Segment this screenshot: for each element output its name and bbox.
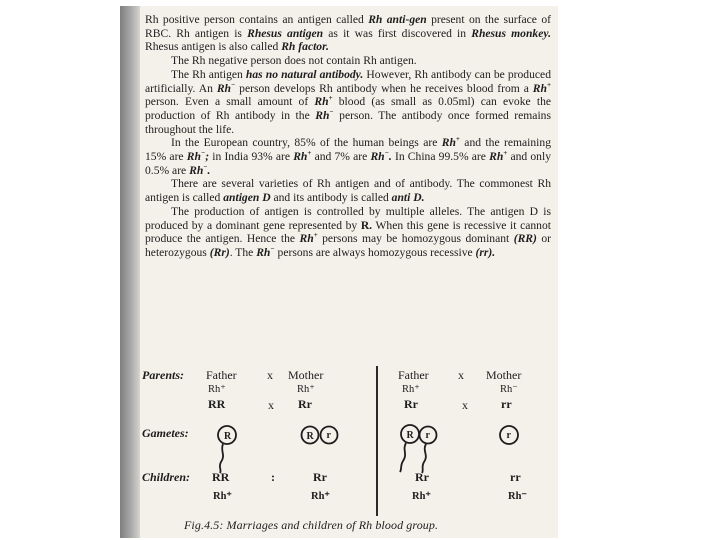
paragraph-population: In the European country, 85% of the human beings are Rh+ and the remaining 15% are Rh−; in India 93% are Rh+ and 7% are Rh−. In China 99.5% are Rh+ and only 0.5% are Rh−. [145, 135, 551, 177]
right-child-2-phenotype: Rh⁻ [508, 491, 527, 502]
left-father-label: Father [206, 368, 237, 382]
gametes-label: Gametes: [142, 426, 189, 440]
paragraph-alleles: The production of antigen is controlled by multiple alleles. The antigen D is produced by a dominant gene represented by R. When this gene is recessive it cannot produce the antigen. Hence the Rh+ persons may be homozygous dominant (RR) or heterozygous (Rr). The Rh− persons are always homozygous recessive (rr). [145, 204, 551, 259]
children-label: Children: [142, 470, 191, 484]
gametes-drawing [140, 356, 558, 476]
left-egg-allele-2: r [326, 430, 331, 441]
right-child-1-genotype: Rr [415, 470, 429, 484]
right-father-label: Father [398, 368, 429, 382]
right-sperm-allele-1: R [406, 430, 414, 441]
left-egg-gamete-icon [302, 427, 319, 444]
left-sperm-allele: R [224, 431, 232, 442]
right-sperm-gamete-icon [400, 425, 419, 472]
right-child-1-phenotype: Rh⁺ [412, 491, 431, 502]
right-mother-genotype: rr [501, 397, 512, 411]
right-father-phenotype: Rh⁺ [402, 384, 420, 395]
left-child-2-phenotype: Rh⁺ [311, 491, 330, 502]
book-binding-shadow [120, 6, 140, 538]
left-genotype-cross-symbol: x [268, 398, 274, 412]
right-egg-gamete-icon [500, 426, 518, 444]
rh-inheritance-diagram [140, 356, 558, 538]
right-mother-label: Mother [486, 368, 522, 382]
left-sperm-gamete-icon [218, 426, 236, 473]
right-sperm-gamete-icon [420, 427, 437, 474]
left-child-1-phenotype: Rh⁺ [213, 491, 232, 502]
left-mother-genotype: Rr [298, 397, 312, 411]
paragraph-rh-antigen: Rh positive person contains an antigen called Rh anti-gen present on the surface of RBC. Rh antigen is Rhesus antigen as it was first discovered in Rhesus monkey. Rhesus antigen is also called Rh factor. [145, 13, 551, 54]
right-sperm-allele-2: r [425, 430, 430, 441]
left-cross-symbol: x [267, 368, 273, 382]
left-child-1-genotype: RR [212, 470, 230, 484]
right-mother-phenotype: Rh⁻ [500, 384, 518, 395]
left-egg-gamete-icon [321, 427, 338, 444]
paragraph-varieties: There are several varieties of Rh antigen and of antibody. The commonest Rh antigen is called antigen D and its antibody is called anti D. [145, 177, 551, 205]
left-egg-allele-1: R [306, 431, 314, 442]
left-father-phenotype: Rh⁺ [208, 384, 226, 395]
figure-caption: Fig.4.5: Marriages and children of Rh blood group. [184, 518, 439, 532]
right-father-genotype: Rr [404, 397, 418, 411]
left-father-genotype: RR [208, 397, 226, 411]
scanned-page [120, 6, 558, 538]
left-mother-phenotype: Rh⁺ [297, 384, 315, 395]
left-children-ratio: : [271, 470, 275, 484]
left-child-2-genotype: Rr [313, 470, 327, 484]
paragraph-rh-negative: The Rh negative person does not contain Rh antigen. [171, 54, 417, 68]
right-egg-allele: r [506, 430, 511, 441]
left-mother-label: Mother [288, 368, 324, 382]
paragraph-rh-antibody: The Rh antigen has no natural antibody. However, Rh antibody can be produced artificially. An Rh− person develops Rh antibody when he receives blood from a Rh+ person. Even a small amount of Rh+ blood (as small as 0.05ml) can evoke the production of Rh antibody in the Rh− person. The antibody once formed remains throughout the life. [145, 67, 552, 136]
right-genotype-cross-symbol: x [462, 398, 468, 412]
body-text [145, 13, 551, 260]
right-child-2-genotype: rr [510, 470, 521, 484]
parents-label: Parents: [142, 368, 184, 382]
right-cross-symbol: x [458, 368, 464, 382]
